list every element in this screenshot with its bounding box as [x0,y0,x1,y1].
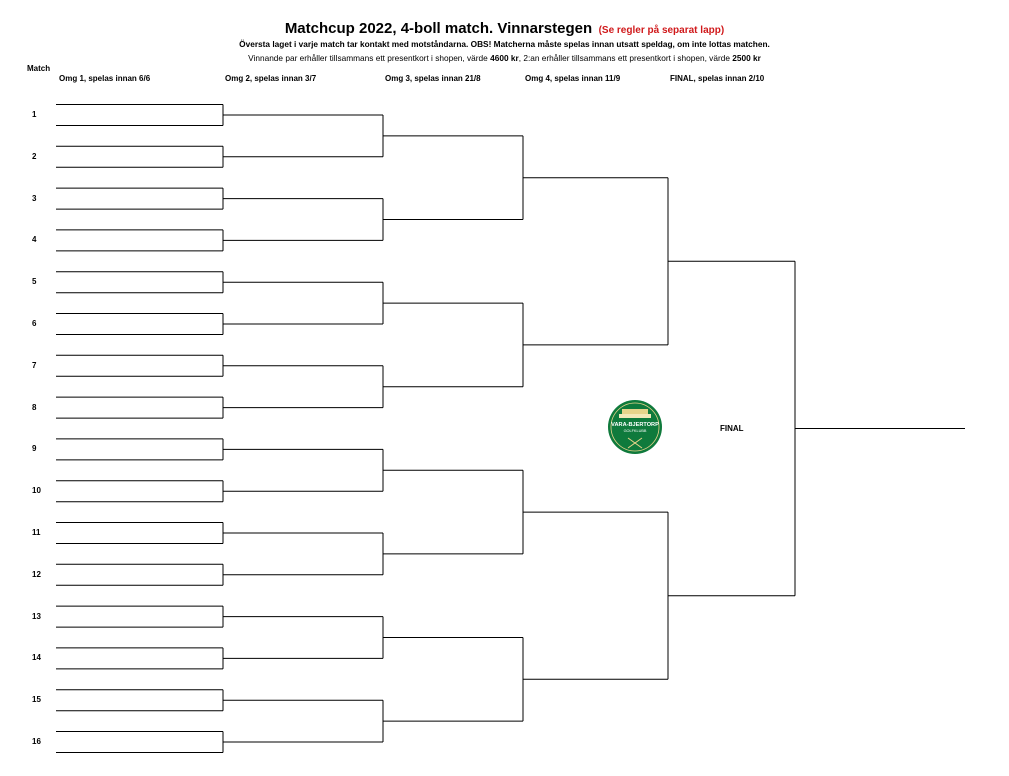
match-number: 16 [32,737,41,746]
match-number: 3 [32,193,37,203]
match-number: 9 [32,444,37,454]
match-number: 8 [32,402,37,412]
prize-text-2: , 2:an erhåller tillsammans ett presentkort i shopen, värde [518,53,733,63]
round-1-heading: Omg 1, spelas innan 6/6 [59,74,151,83]
round-2-heading: Omg 2, spelas innan 3/7 [225,74,317,83]
prize-amount-1: 4600 kr [490,53,519,63]
title-rules-note: (Se regler på separat lapp) [598,25,725,36]
match-number: 7 [32,360,37,370]
match-number: 14 [32,653,41,663]
round-4-heading: Omg 4, spelas innan 11/9 [525,74,621,83]
match-number: 1 [32,110,37,119]
subtitle-instructions: Översta laget i varje match tar kontakt med motståndarna. OBS! Matcherna måste spelas innan utsatt speldag, om inte lottas matchen. [239,39,770,49]
final-round-heading: FINAL, spelas innan 2/10 [670,74,765,83]
final-label: FINAL [720,424,744,433]
match-number: 15 [32,695,41,705]
match-number: 10 [32,486,41,496]
logo-text-1: VARA-BJERTORP [611,422,659,428]
match-number: 5 [32,277,37,287]
match-number: 2 [32,151,37,161]
golf-club-logo-icon [606,400,664,454]
match-number: 4 [32,235,37,245]
match-column-label: Match [27,64,51,73]
match-number: 6 [32,319,37,328]
match-number: 12 [32,569,41,579]
logo-text-2: GOLFKLUBB [623,429,647,433]
title-main: Matchcup 2022, 4-boll match. Vinnarstegen [284,20,593,37]
prize-text-1: Vinnande par erhåller tillsammans ett presentkort i shopen, värde [248,53,491,63]
match-number: 11 [32,528,41,537]
match-number: 13 [32,611,41,621]
round-3-heading: Omg 3, spelas innan 21/8 [385,74,481,83]
prize-amount-2: 2500 kr [732,53,761,63]
